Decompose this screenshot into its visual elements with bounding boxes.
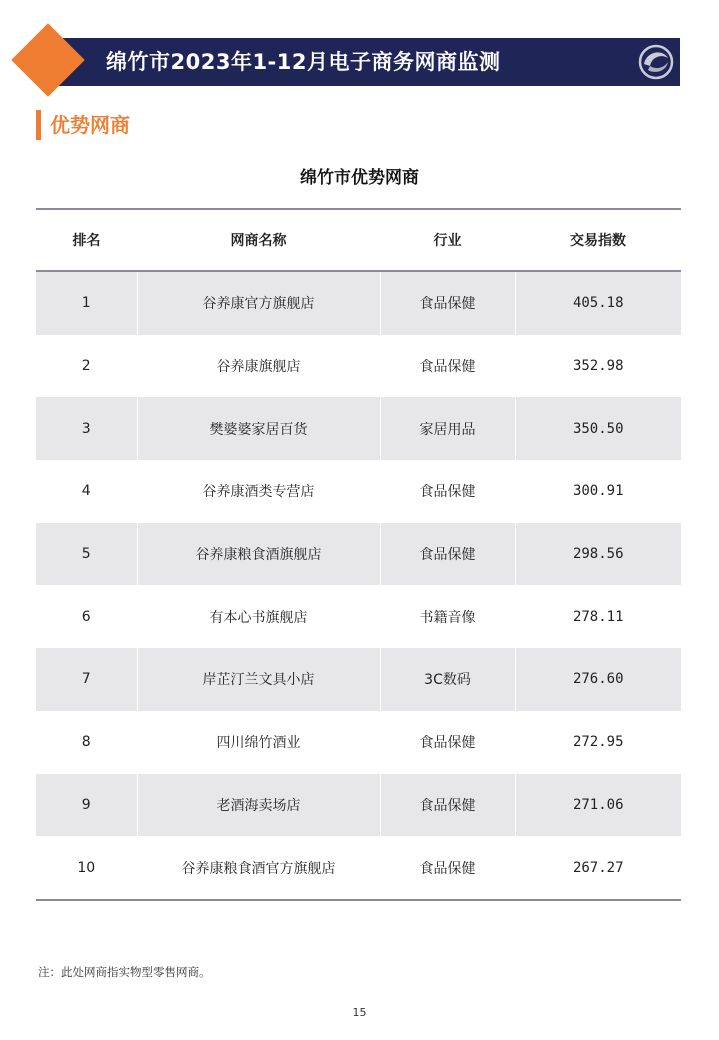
cell-rank: 1 — [36, 271, 137, 335]
table-row — [36, 836, 681, 900]
cell-merchant-name: 老酒海卖场店 — [137, 774, 380, 837]
cell-trade-index: 298.56 — [515, 523, 681, 586]
cell-industry: 食品保健 — [380, 711, 515, 774]
cell-rank: 7 — [36, 648, 137, 711]
cell-rank: 9 — [36, 774, 137, 837]
cell-merchant-name: 谷养康酒类专营店 — [137, 460, 380, 523]
cell-merchant-name: 谷养康粮食酒官方旗舰店 — [137, 836, 380, 900]
cell-merchant-name: 谷养康官方旗舰店 — [137, 271, 380, 335]
cell-industry: 食品保健 — [380, 836, 515, 900]
cell-industry: 食品保健 — [380, 523, 515, 586]
cell-trade-index: 276.60 — [515, 648, 681, 711]
table-row — [36, 460, 681, 523]
cell-trade-index: 350.50 — [515, 397, 681, 460]
cell-trade-index: 352.98 — [515, 335, 681, 398]
merchant-ranking-table — [36, 208, 681, 901]
footnote: 注：此处网商指实物型零售网商。 — [38, 965, 211, 979]
cell-trade-index: 267.27 — [515, 836, 681, 900]
cell-rank: 3 — [36, 397, 137, 460]
cell-industry: 食品保健 — [380, 271, 515, 335]
cell-merchant-name: 谷养康粮食酒旗舰店 — [137, 523, 380, 586]
cell-industry: 家居用品 — [380, 397, 515, 460]
column-header-name: 网商名称 — [137, 209, 380, 271]
cell-industry: 3C数码 — [380, 648, 515, 711]
page-title: 绵竹市2023年1-12月电子商务网商监测 — [106, 50, 501, 74]
cell-trade-index: 405.18 — [515, 271, 681, 335]
column-header-rank: 排名 — [36, 209, 137, 271]
cell-industry: 书籍音像 — [380, 585, 515, 648]
cell-merchant-name: 有本心书旗舰店 — [137, 585, 380, 648]
table-row — [36, 523, 681, 586]
page-number: 15 — [352, 1006, 367, 1019]
table-row — [36, 774, 681, 837]
cell-trade-index: 271.06 — [515, 774, 681, 837]
cell-trade-index: 278.11 — [515, 585, 681, 648]
cell-merchant-name: 谷养康旗舰店 — [137, 335, 380, 398]
cell-rank: 2 — [81, 358, 91, 375]
cell-rank: 10 — [77, 859, 96, 876]
column-header-index: 交易指数 — [515, 209, 681, 271]
cell-merchant-name: 樊婆婆家居百货 — [137, 397, 380, 460]
cell-trade-index: 272.95 — [515, 711, 681, 774]
cell-trade-index: 300.91 — [515, 460, 681, 523]
table-row — [36, 648, 681, 711]
cell-industry: 食品保健 — [380, 774, 515, 837]
table-row — [36, 335, 681, 398]
table-row — [36, 711, 681, 774]
section-title: 优势网商 — [50, 113, 130, 137]
table-row — [36, 271, 681, 335]
column-header-industry: 行业 — [380, 209, 515, 271]
cell-rank: 5 — [36, 523, 137, 586]
section-accent-bar — [36, 110, 41, 140]
cell-merchant-name: 四川绵竹酒业 — [137, 711, 380, 774]
table-header-row — [36, 209, 681, 271]
cell-rank: 8 — [81, 734, 91, 751]
cell-industry: 食品保健 — [380, 460, 515, 523]
cell-rank: 6 — [81, 608, 91, 625]
table-row — [36, 585, 681, 648]
cell-industry: 食品保健 — [380, 335, 515, 398]
swirl-logo-icon — [636, 42, 676, 82]
cell-merchant-name: 岸芷汀兰文具小店 — [137, 648, 380, 711]
table-row — [36, 397, 681, 460]
cell-rank: 4 — [81, 483, 91, 500]
table-title: 绵竹市优势网商 — [300, 168, 419, 188]
